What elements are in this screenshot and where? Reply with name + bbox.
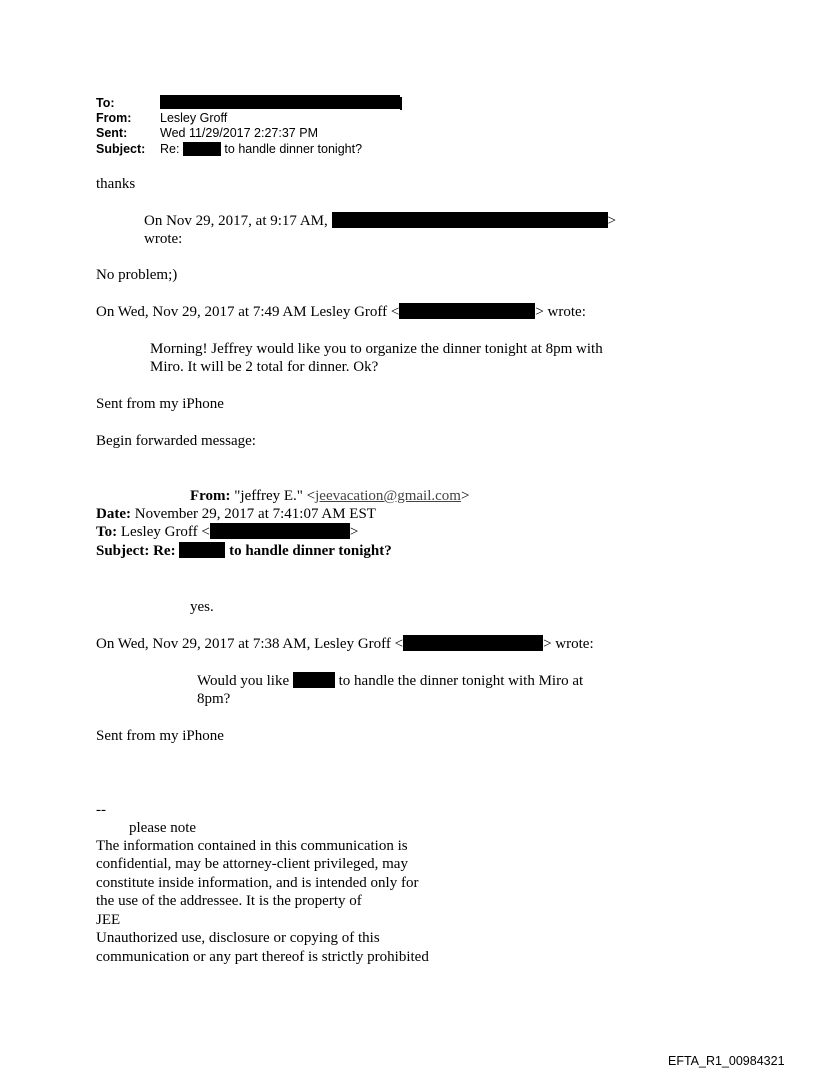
sent-from-iphone-1: Sent from my iPhone [96,396,224,412]
sent-from-iphone-2: Sent from my iPhone [96,728,224,744]
fwd-to-value: Lesley Groff < [120,524,210,540]
would-line2: 8pm? [197,691,231,707]
sent-value: Wed 11/29/2017 2:27:37 PM [160,126,318,140]
quote3-pre: On Wed, Nov 29, 2017 at 7:38 AM, Lesley Groff < [96,636,404,652]
disclaimer-line4: the use of the addressee. It is the property of [96,893,362,909]
fwd-to-label: To: [96,524,118,540]
fwd-from-close: > [460,488,470,504]
quote1-pre: On Nov 29, 2017, at 9:17 AM, [144,213,328,229]
quote3-line [96,635,594,653]
fwd-date-value: November 29, 2017 at 7:41:07 AM EST [134,506,376,522]
document-id: EFTA_R1_00984321 [668,1054,785,1068]
quote1-wrote: wrote: [144,231,183,247]
fwd-from-email-link[interactable]: jeevacation@gmail.com [315,488,461,504]
from-label: From: [96,111,132,125]
disclaimer-line3: constitute inside information, and is intended only for [96,875,419,891]
redaction-fwd-subject [179,542,225,558]
redaction-quote3 [403,635,543,651]
to-label: To: [96,96,115,110]
morning-line2: Miro. It will be 2 total for dinner. Ok? [150,359,379,375]
subject-suffix: to handle dinner tonight? [224,142,363,156]
disclaimer-line1: The information contained in this communication is [96,838,408,854]
fwd-to-close: > [349,524,359,540]
disclaimer-line6: Unauthorized use, disclosure or copying of this [96,930,380,946]
disclaimer-line5: JEE [96,912,121,928]
disclaimer-line7: communication or any part thereof is strictly prohibited [96,949,429,965]
fwd-subject-label: Subject: Re: [96,543,176,559]
no-problem-text: No problem;) [96,267,178,283]
disclaimer-line2: confidential, may be attorney-client privileged, may [96,856,408,872]
quote1-line1 [144,212,616,230]
fwd-from-line [190,487,469,505]
redaction-fwd-to [210,523,350,539]
quote2-line [96,303,586,321]
thanks-text: thanks [96,176,136,192]
signature-dashes: -- [96,802,106,818]
please-note: please note [129,820,197,836]
quote2-post: > wrote: [535,304,586,320]
fwd-to-line [96,523,358,541]
fwd-subject-line [96,542,392,560]
quote2-pre: On Wed, Nov 29, 2017 at 7:49 AM Lesley Groff < [96,304,400,320]
morning-line1: Morning! Jeffrey would like you to organize the dinner tonight at 8pm with [150,341,603,357]
begin-forwarded: Begin forwarded message: [96,433,256,449]
would-line1 [197,672,583,690]
redaction-quote1 [332,212,608,228]
fwd-subject-suffix: to handle dinner tonight? [229,543,392,559]
yes-text: yes. [190,599,214,615]
redaction-to [160,95,400,109]
would-post: to handle the dinner tonight with Miro at [338,673,584,689]
fwd-from-name: "jeffrey E." < [234,488,316,504]
from-value: Lesley Groff [160,111,228,125]
cursor-mark [400,97,402,110]
redaction-subject [183,142,221,156]
subject-label: Subject: [96,142,146,156]
sent-label: Sent: [96,126,128,140]
quote3-post: > wrote: [543,636,594,652]
fwd-date-label: Date: [96,506,131,522]
fwd-date-line [96,505,376,523]
redaction-quote2 [399,303,535,319]
redaction-would [293,672,335,688]
would-pre: Would you like [197,673,290,689]
subject-prefix: Re: [160,142,180,156]
subject-value [160,142,362,157]
fwd-from-label: From: [190,488,231,504]
quote1-gt: > [607,213,616,229]
